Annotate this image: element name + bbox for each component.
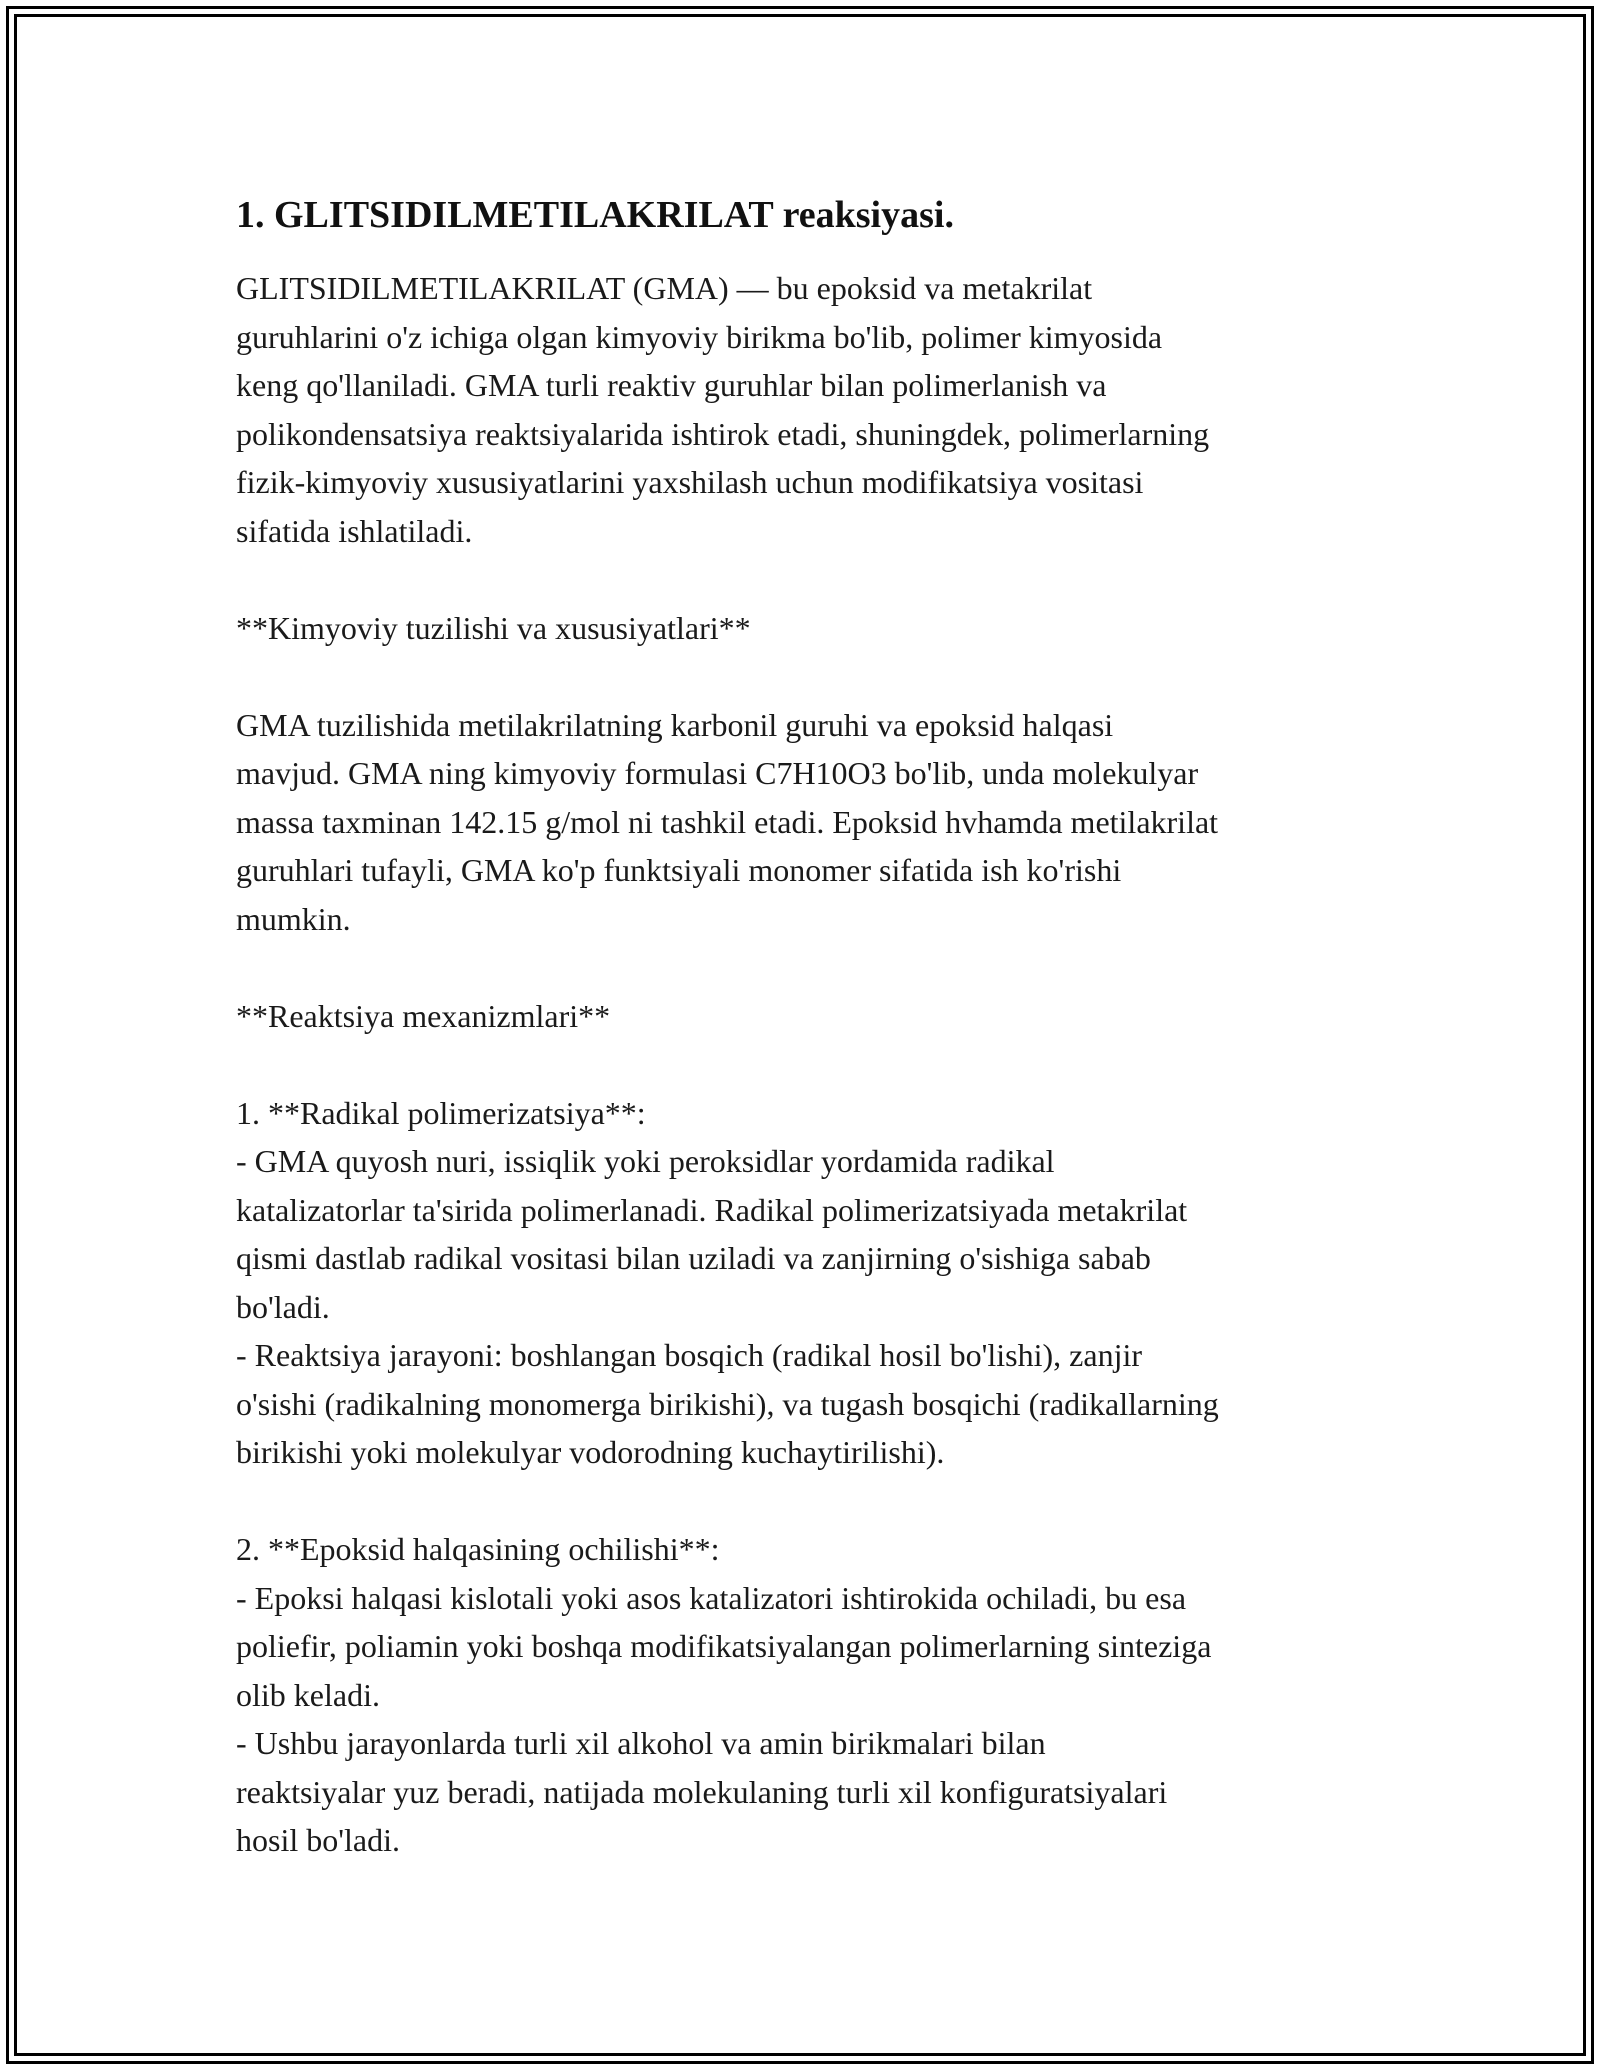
- document-title: 1. GLITSIDILMETILAKRILAT reaksiyasi.: [236, 194, 954, 236]
- paragraph-gap: [236, 555, 1366, 604]
- mechanisms-heading: **Reaktsiya mexanizmlari**: [236, 997, 611, 1034]
- structure-paragraph: GMA tuzilishida metilakrilatning karbonil guruhi va epoksid halqasi mavjud. GMA ning kimyoviy formulasi C7H10O3 bo'lib, unda molekulyar massa taxminan 142.15 g/mol ni tashkil etadi. Epoksid hvhamda metilakrilat guruhlari tufayli, GMA ko'p funktsiyali monomer sifatida ish ko'rishi mumkin.: [236, 706, 1219, 937]
- intro-paragraph: GLITSIDILMETILAKRILAT (GMA) — bu epoksid va metakrilat guruhlarini o'z ichiga olgan kimyoviy birikma bo'lib, polimer kimyosida keng qo'llaniladi. GMA turli reaktiv guruhlar bilan polimerlanish va polikondensatsiya reaktsiyalarida ishtirok etadi, shuningdek, polimerlarning fizik-kimyoviy xususiyatlarini yaxshilash uchun modifikatsiya vositasi sifatida ishlatiladi.: [236, 270, 1210, 549]
- structure-heading: **Kimyoviy tuzilishi va xususiyatlari**: [236, 609, 751, 646]
- epoxide-opening-item: 2. **Epoksid halqasining ochilishi**: - Epoksi halqasi kislotali yoki asos katalizatori ishtirokida ochiladi, bu esa poliefir, poliamin yoki boshqa modifikatsiyalangan polimerlarning sinteziga olib keladi. - Ushbu jarayonlarda turli xil alkohol va amin birikmalari bilan reaktsiyalar yuz beradi, natijada molekulaning turli xil konfiguratsiyalari hosil bo'ladi.: [236, 1531, 1212, 1858]
- paragraph-gap: [236, 1477, 1366, 1526]
- paragraph-gap: [236, 652, 1366, 701]
- radical-polymerization-item: 1. **Radikal polimerizatsiya**: - GMA quyosh nuri, issiqlik yoki peroksidlar yordamida radikal katalizatorlar ta'sirida polimerlanadi. Radikal polimerizatsiyada metakrilat qismi dastlab radikal vositasi bilan uziladi va zanjirning o'sishiga sabab bo'ladi. - Reaktsiya jarayoni: boshlangan bosqich (radikal hosil bo'lishi), zanjir o'sishi (radikalning monomerga birikishi), va tugash bosqichi (radikallarning birikishi yoki molekulyar vodorodning kuchaytirilishi).: [236, 1094, 1219, 1470]
- document-body: [236, 186, 1366, 1865]
- paragraph-gap: [236, 1040, 1366, 1089]
- paragraph-gap: [236, 943, 1366, 992]
